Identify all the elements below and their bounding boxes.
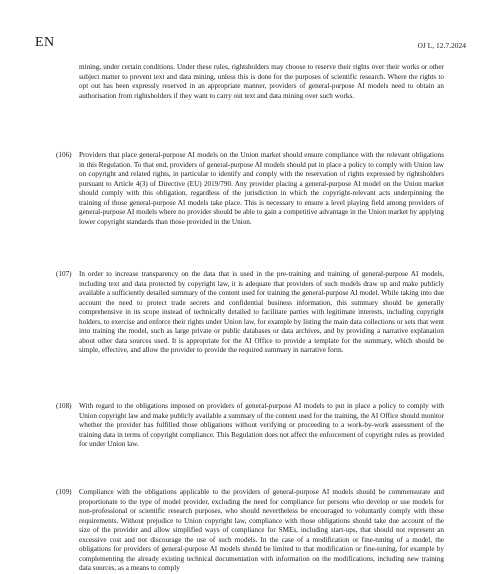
recital-number: (106) bbox=[56, 151, 72, 159]
journal-reference: OJ L, 12.7.2024 bbox=[417, 41, 466, 50]
recital-text: In order to increase transparency on the data that is used in the pre-training and training of general-purpose AI models, including text and data protected by copyright law, it is adequate that providers of such models draw up and make publicly available a sufficiently detailed summary of the content used for training the general-purpose AI model. While taking into due account the need to protect trade secrets and confidential business information, this summary should be generally comprehensive in its scope instead of technically detailed to facilitate parties with legitimate interests, including copyright holders, to exercise and enforce their rights under Union law, for example by listing the main data collections or sets that went into training the model, such as large private or public databases or data archives, and by providing a narrative explanation about other data sources used. It is appropriate for the AI Office to provide a template for the summary, which should be simple, effective, and allow the provider to provide the required summary in narrative form. bbox=[79, 270, 444, 354]
recital-number: (108) bbox=[56, 402, 72, 410]
intro-paragraph-continuation: mining, under certain conditions. Under these rules, rightsholders may choose to reserve their rights over their works or other subject matter to prevent text and data mining, unless this is done for the purposes of scientific research. Where the rights to opt out has been expressly reserved in an appropriate manner, providers of general-purpose AI models need to obtain an authorisation from rightsholders if they want to carry out text and data mining over such works. bbox=[79, 63, 444, 100]
recital-text: Providers that place general-purpose AI models on the Union market should ensure compliance with the relevant obligations in this Regulation. To that end, providers of general-purpose AI models should put in place a policy to comply with Union law on copyright and related rights, in particular to identify and comply with the reservation of rights expressed by rightsholders pursuant to Article 4(3) of Directive (EU) 2019/790. Any provider placing a general-purpose AI model on the Union market should comply with this obligation, regardless of the jurisdiction in which the copyright-relevant acts underpinning the training of those general-purpose AI models take place. This is necessary to ensure a level playing field among providers of general-purpose AI models where no provider should be able to gain a competitive advantage in the Union market by applying lower copyright standards than those provided in the Union. bbox=[79, 151, 444, 226]
page-header bbox=[0, 0, 500, 60]
language-code: EN bbox=[35, 35, 55, 50]
recital-number: (109) bbox=[56, 488, 72, 496]
recital-text: With regard to the obligations imposed on providers of general-purpose AI models to put in place a policy to comply with Union copyright law and make publicly available a summary of the content used for the training, the AI Office should monitor whether the provider has fulfilled those obligations without verifying or proceeding to a work-by-work assessment of the training data in terms of copyright compliance. This Regulation does not affect the enforcement of copyright rules as provided for under Union law. bbox=[79, 402, 444, 448]
recital-text: Compliance with the obligations applicable to the providers of general-purpose AI models should be commensurate and proportionate to the type of model provider, excluding the need for compliance for persons who develop or use models for non-professional or scientific research purposes, who should nevertheless be encouraged to voluntarily comply with these requirements. Without prejudice to Union copyright law, compliance with those obligations should take due account of the size of the provider and allow simplified ways of compliance for SMEs, including start-ups, that should not represent an excessive cost and not discourage the use of such models. In the case of a modification or fine-tuning of a model, the obligations for providers of general-purpose AI models should be limited to that modification or fine-tuning, for example by complementing the already existing technical documentation with information on the modifications, including new training data sources, as a means to comply bbox=[79, 488, 444, 572]
recital-number: (107) bbox=[56, 270, 72, 278]
